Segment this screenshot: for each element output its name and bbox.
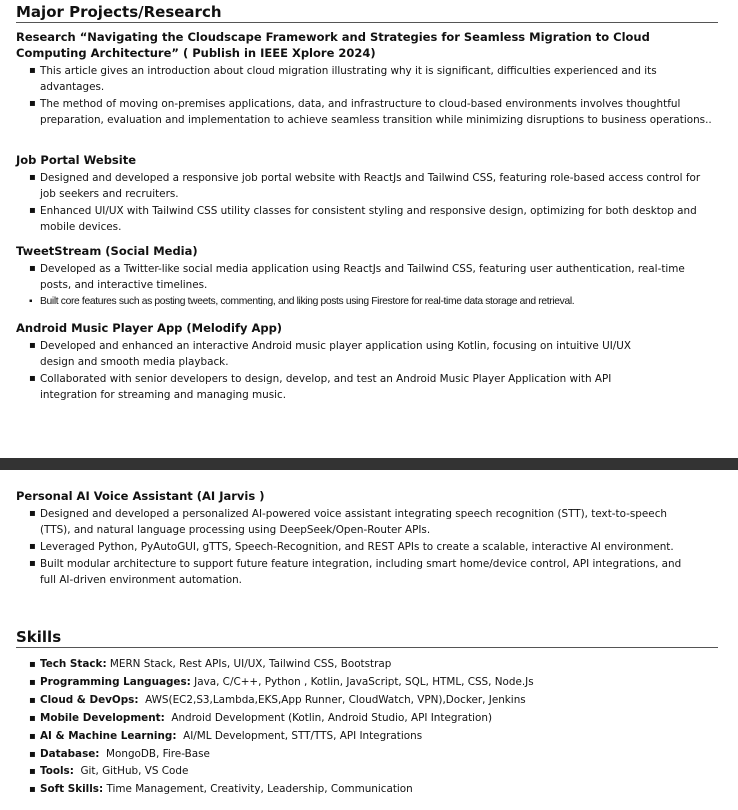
list-item [29,63,716,95]
bullet-icon: ▪ [29,98,36,109]
major-projects-divider [16,22,718,23]
skill-item [29,728,738,746]
major-projects-heading: Major Projects/Research [16,3,222,21]
skills-divider [16,647,718,648]
skill-value: Git, GitHub, VS Code [73,765,189,778]
project-bullets [16,170,716,235]
list-item [29,203,716,235]
list-item [29,261,716,293]
skill-label: Tech Stack: [40,658,107,670]
list-item [29,338,656,370]
bullet-icon: ▪ [29,205,36,216]
bullet-text: Designed and developed a personalized AI-powered voice assistant integrating speech recognition (STT), text-to-speech (TTS), and natural language processing using DeepSeek/Open-Router APIs. [40,508,667,536]
bullet-icon: ▪ [29,676,36,688]
list-item [29,371,656,403]
list-item [29,96,716,128]
skill-item [29,781,738,799]
skill-value: Java, C/C++, Python , Kotlin, JavaScript, SQL, HTML, CSS, Node.Js [190,675,534,688]
bullet-icon: ▪ [29,659,36,670]
bullet-text: Developed and enhanced an interactive Android music player application using Kotlin, focusing on intuitive UI/UX design and smooth media playback. [40,340,631,368]
bullet-text: Enhanced UI/UX with Tailwind CSS utility classes for consistent styling and responsive design, optimizing for both desktop and mobile devices. [40,205,697,233]
bullet-icon: ▪ [29,172,36,183]
bullet-icon: ▪ [29,541,36,552]
bullet-text: Designed and developed a responsive job portal website with ReactJs and Tailwind CSS, featuring role-based access control for job seekers and recruiters. [40,172,701,200]
skill-item [29,656,738,674]
skill-value: Android Development (Kotlin, Android Studio, API Integration) [164,711,493,724]
skill-value: AWS(EC2,S3,Lambda,EKS,App Runner, CloudWatch, VPN),Docker, Jenkins [138,693,526,706]
bullet-icon: ▪ [29,558,36,569]
bullet-text: Leveraged Python, PyAutoGUI, gTTS, Speech-Recognition, and REST APIs to create a scalable, interactive AI environment. [40,541,674,553]
skills-list [16,656,738,799]
bullet-icon: ▪ [29,65,36,76]
skill-label: AI & Machine Learning: [40,729,177,742]
project-bullets [16,506,716,588]
skill-value: Time Management, Creativity, Leadership, Communication [103,783,413,796]
skill-value: MERN Stack, Rest APIs, UI/UX, Tailwind CSS, Bootstrap [106,658,392,670]
project-title: Job Portal Website [16,153,137,167]
list-item [29,556,691,588]
bullet-icon: ▪ [29,340,36,351]
bullet-text: Collaborated with senior developers to design, develop, and test an Android Music Player Application with API integration for streaming and managing music. [40,373,612,401]
project-bullets [16,338,716,403]
project-bullets [16,261,716,310]
bullet-text: Developed as a Twitter-like social media application using ReactJs and Tailwind CSS, featuring user authentication, real-time posts, and interactive timelines. [40,263,685,291]
bullet-text: Built modular architecture to support future feature integration, including smart home/device control, API integrations, and full AI-driven environment automation. [40,558,682,586]
bullet-icon: ▪ [29,373,36,384]
skill-item [29,692,738,710]
resume-page-2 [0,470,738,810]
list-item [29,506,691,538]
project-melodify [16,320,716,404]
skill-label: Cloud & DevOps: [40,693,139,706]
project-title: TweetStream (Social Media) [16,244,198,258]
skill-label: Tools: [40,765,74,778]
page-separator [0,458,738,470]
project-bullets [16,63,716,128]
skill-label: Database: [40,747,100,760]
bullet-icon: ▪ [29,748,36,760]
project-title: Android Music Player App (Melodify App) [16,321,283,335]
list-item [29,170,716,202]
project-title: Research “Navigating the Cloudscape Framework and Strategies for Seamless Migration to Cloud Computing Architecture” ( Publish in IEEE Xplore 2024) [16,30,650,60]
bullet-text: Built core features such as posting tweets, commenting, and liking posts using Firestore for real-time data storage and retrieval. [40,296,575,307]
bullet-text: The method of moving on-premises applications, data, and infrastructure to cloud-based environments involves thoughtful preparation, evaluation and implementation to achieve seamless transition while minimizing disruptions to business operations.. [40,98,712,126]
skill-item [29,674,738,692]
skill-label: Mobile Development: [40,711,165,724]
bullet-icon: ▪ [29,784,36,796]
bullet-icon: ▪ [29,296,33,307]
project-research [16,29,716,129]
skill-value: AI/ML Development, STT/TTS, API Integrations [176,729,423,742]
skill-value: MongoDB, Fire-Base [99,747,210,760]
project-ai-jarvis [16,488,716,589]
bullet-text: This article gives an introduction about cloud migration illustrating why it is significant, difficulties experienced and its advantages. [40,65,657,93]
bullet-icon: ▪ [29,694,36,706]
bullet-icon: ▪ [29,263,36,274]
bullet-icon: ▪ [29,712,36,724]
list-item [29,539,691,555]
project-job-portal [16,152,716,236]
skill-label: Programming Languages: [40,675,191,688]
list-item [29,294,716,310]
bullet-icon: ▪ [29,508,36,519]
skill-label: Soft Skills: [40,783,104,796]
skill-item [29,763,738,781]
skill-item [29,710,738,728]
project-tweetstream [16,243,716,311]
project-title: Personal AI Voice Assistant (AI Jarvis ) [16,489,265,503]
bullet-icon: ▪ [29,766,36,778]
bullet-icon: ▪ [29,730,36,742]
skills-heading: Skills [16,628,62,646]
skill-item [29,746,738,764]
